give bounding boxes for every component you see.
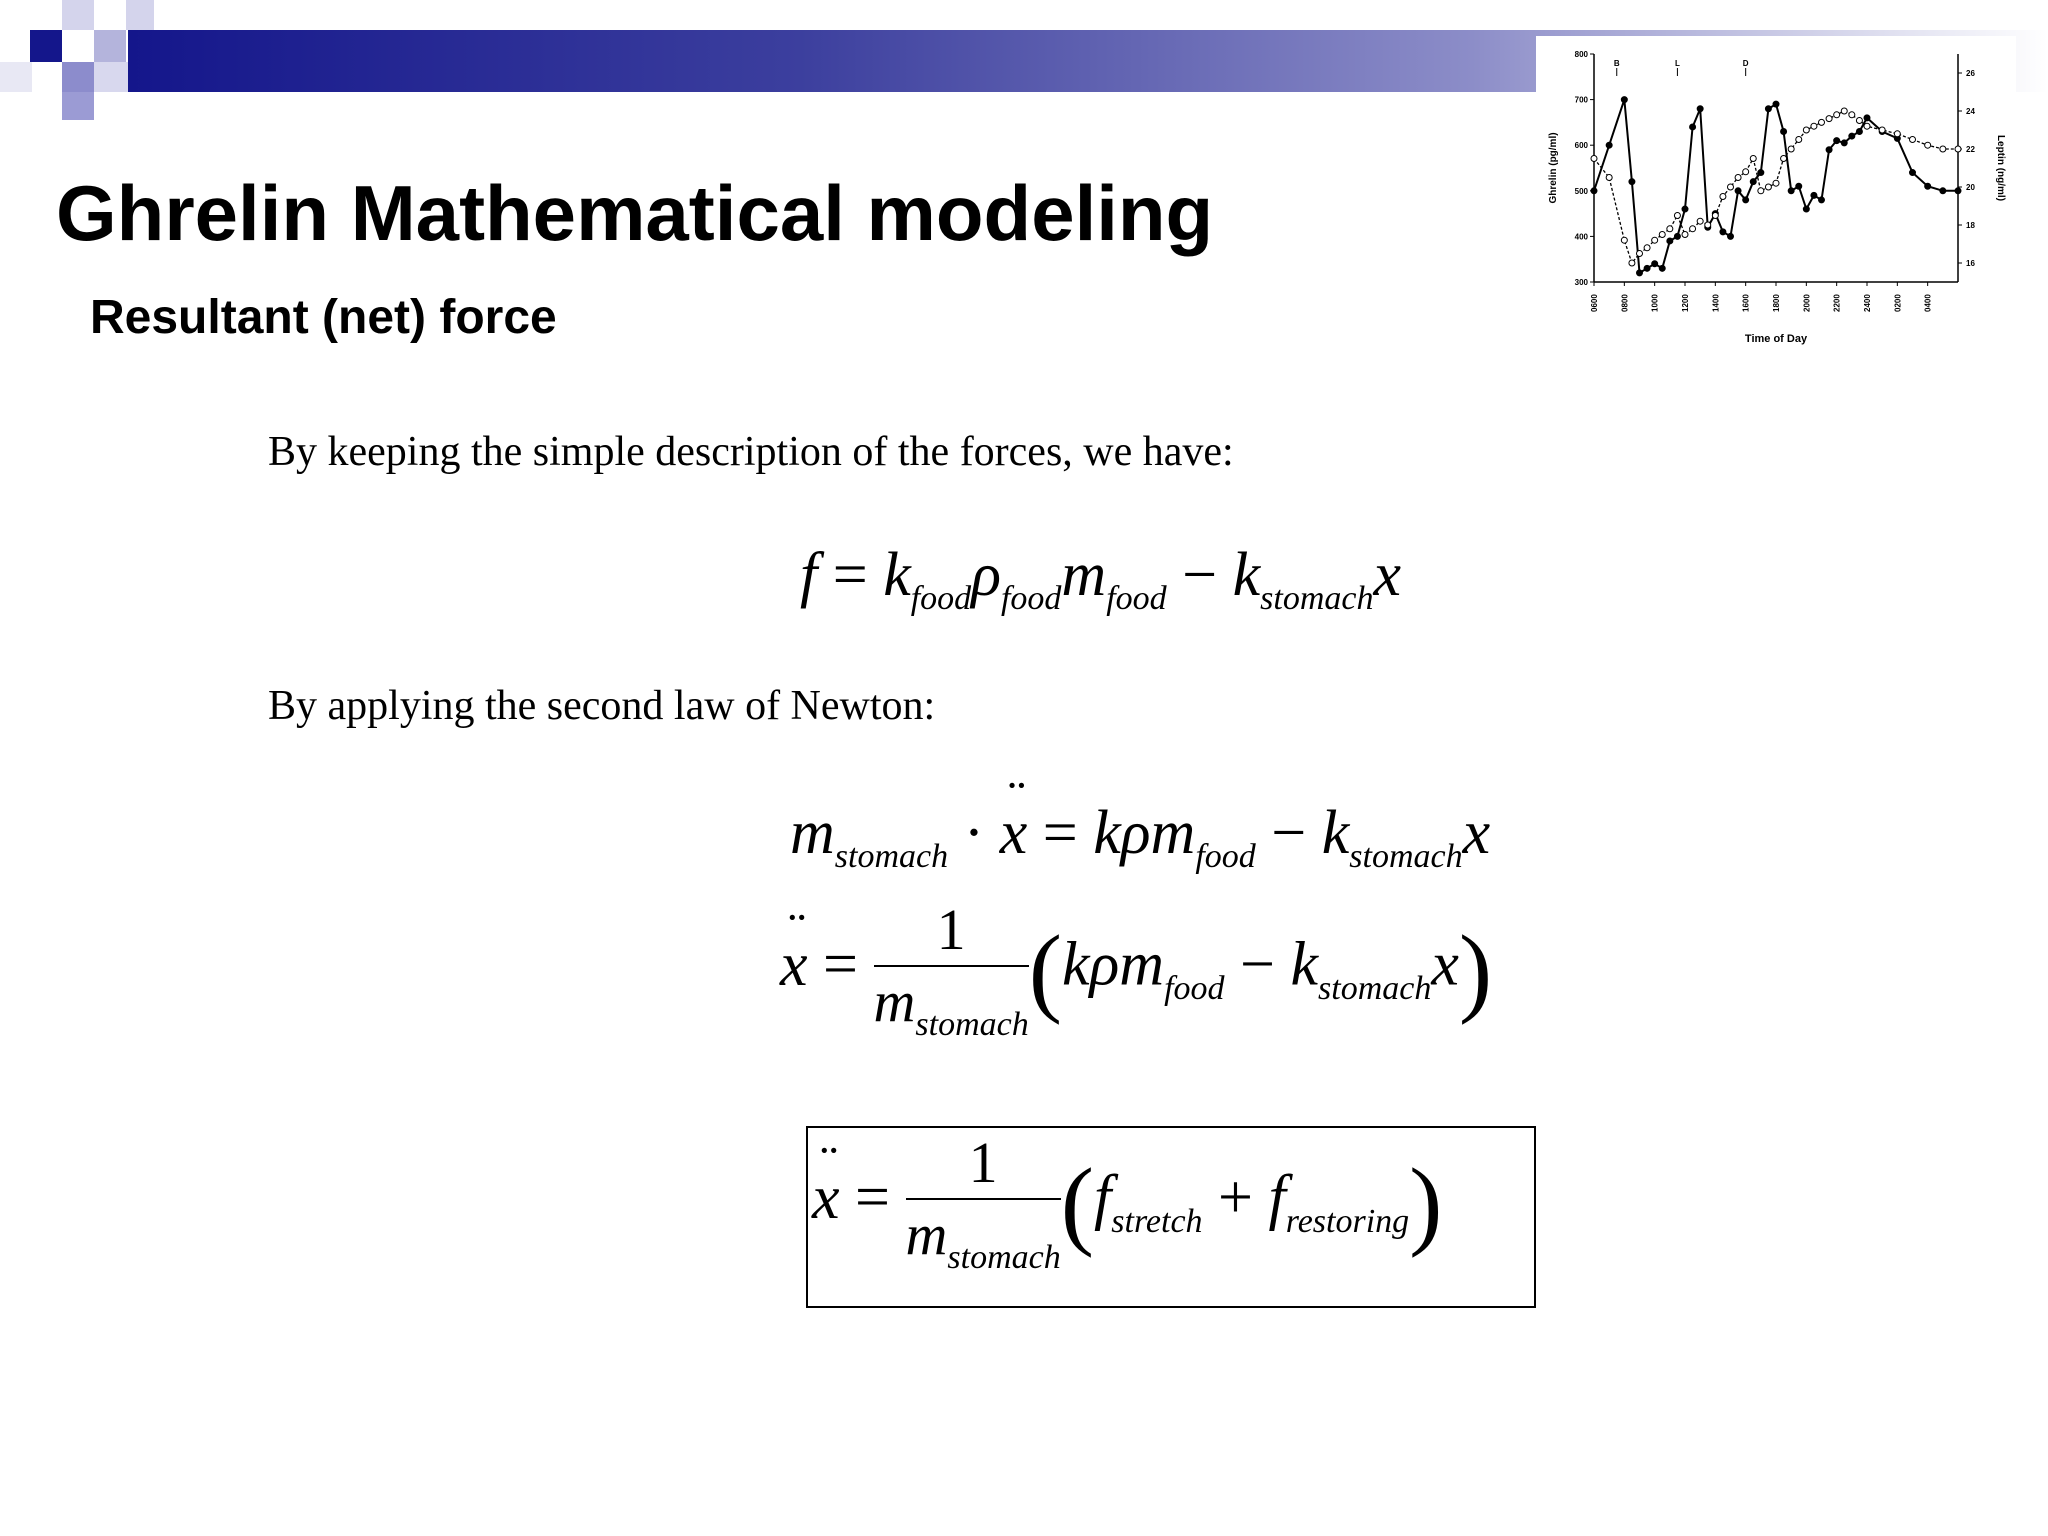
eq4-fraction: $\frac{1}{m_{stomach}}$ bbox=[905, 1130, 1061, 1276]
chart-point bbox=[1841, 140, 1847, 146]
chart-point bbox=[1629, 179, 1635, 185]
chart-ytick-label-left: 300 bbox=[1574, 278, 1588, 287]
chart-ytick-label-right: 22 bbox=[1966, 145, 1975, 154]
chart-point bbox=[1659, 232, 1665, 238]
chart-point bbox=[1864, 123, 1870, 129]
chart-point bbox=[1728, 184, 1734, 190]
chart-point bbox=[1856, 118, 1862, 124]
chart-point bbox=[1690, 226, 1696, 232]
chart-point bbox=[1849, 133, 1855, 139]
eq3-sub-stomach: stomach bbox=[1318, 969, 1432, 1007]
chart-point bbox=[1758, 170, 1764, 176]
chart-meal-marker: L bbox=[1674, 59, 1680, 68]
chart-ytick-label-left: 800 bbox=[1574, 50, 1588, 59]
chart-point bbox=[1591, 156, 1597, 162]
chart-point bbox=[1811, 192, 1817, 198]
chart-ytick-label-right: 26 bbox=[1966, 69, 1975, 78]
chart-point bbox=[1849, 112, 1855, 118]
chart-xtick-label: 1600 bbox=[1741, 294, 1751, 312]
chart-ytick-label-left: 500 bbox=[1574, 186, 1588, 196]
chart-point bbox=[1819, 197, 1825, 203]
chart-point bbox=[1606, 142, 1612, 148]
chart-point bbox=[1750, 179, 1756, 185]
chart-point bbox=[1788, 188, 1794, 194]
chart-point bbox=[1750, 156, 1756, 162]
chart-meal-marker: B bbox=[1613, 59, 1620, 68]
chart-point bbox=[1773, 101, 1779, 107]
chart-point bbox=[1637, 251, 1643, 257]
eq3-sub-stomach-den: stomach bbox=[915, 1006, 1029, 1043]
chart-point bbox=[1644, 245, 1650, 251]
chart-ytick-label-left: 600 bbox=[1574, 141, 1588, 151]
chart-point bbox=[1826, 116, 1832, 122]
equation-force: $f = k_{food}\rho_{food}m_{food} - k_{stomach}x$ bbox=[800, 541, 1401, 617]
paragraph-newton: By applying the second law of Newton: bbox=[268, 683, 936, 729]
eq1-sub-stomach: stomach bbox=[1260, 580, 1374, 617]
chart-point bbox=[1834, 138, 1840, 144]
chart-point bbox=[1788, 146, 1794, 152]
eq3-sub-food: food bbox=[1164, 969, 1225, 1007]
chart-point bbox=[1667, 226, 1673, 232]
chart-ytick-label-right: 16 bbox=[1966, 259, 1975, 268]
chart-point bbox=[1925, 142, 1931, 148]
deco-square bbox=[94, 30, 126, 62]
chart-xtick-label: 1800 bbox=[1772, 294, 1781, 312]
chart-point bbox=[1765, 106, 1771, 112]
eq2-sub-stomach-2: stomach bbox=[1349, 838, 1463, 875]
chart-point bbox=[1652, 237, 1658, 243]
chart-point bbox=[1667, 238, 1673, 244]
deco-square bbox=[30, 30, 62, 62]
chart-point bbox=[1712, 213, 1718, 219]
chart-point bbox=[1621, 237, 1627, 243]
eq1-lhs: f bbox=[800, 541, 818, 609]
chart-xtick-label: 0400 bbox=[1923, 294, 1933, 312]
chart-xtick-label: 0800 bbox=[1620, 294, 1630, 312]
chart-point bbox=[1910, 170, 1916, 176]
chart-xtick-label: 0200 bbox=[1893, 294, 1903, 312]
chart-point bbox=[1765, 184, 1771, 190]
eq4-numerator: 1 bbox=[968, 1130, 998, 1195]
deco-square bbox=[62, 92, 94, 120]
chart-xtick-label: 2200 bbox=[1832, 294, 1842, 312]
chart-point bbox=[1735, 188, 1741, 194]
eq1-sub-food-2: food bbox=[1000, 580, 1062, 617]
chart-point bbox=[1955, 146, 1961, 152]
slide-title: Ghrelin Mathematical modeling bbox=[56, 169, 1214, 257]
chart-point bbox=[1606, 175, 1612, 181]
chart-point bbox=[1758, 188, 1764, 194]
eq4-sub-restoring: restoring bbox=[1285, 1202, 1410, 1240]
chart-ylabel-right: Leptin (ng/ml) bbox=[1995, 134, 2006, 202]
chart-point bbox=[1940, 188, 1946, 194]
chart-point bbox=[1621, 97, 1627, 103]
chart-point bbox=[1682, 232, 1688, 238]
chart-point bbox=[1743, 169, 1749, 175]
chart-ytick-label-right: 18 bbox=[1966, 221, 1975, 230]
chart-ytick-label-right: 24 bbox=[1966, 107, 1975, 116]
chart-point bbox=[1819, 119, 1825, 125]
chart-point bbox=[1856, 129, 1862, 135]
chart-ytick-label-left: 700 bbox=[1574, 95, 1588, 105]
chart-point bbox=[1629, 260, 1635, 266]
chart-point bbox=[1773, 180, 1779, 186]
chart-point bbox=[1652, 261, 1658, 267]
chart-xtick-label: 1200 bbox=[1681, 294, 1690, 312]
chart-point bbox=[1697, 106, 1703, 112]
chart-point bbox=[1811, 123, 1817, 129]
chart-point bbox=[1864, 115, 1870, 121]
chart-point bbox=[1781, 156, 1787, 162]
chart-xtick-label: 0600 bbox=[1590, 294, 1599, 312]
chart-xtick-label: 1400 bbox=[1711, 294, 1721, 312]
deco-square bbox=[0, 62, 32, 92]
chart-point bbox=[1925, 183, 1931, 189]
chart-xtick-label: 2400 bbox=[1863, 294, 1872, 312]
eq2-sub-stomach-1: stomach bbox=[834, 838, 949, 875]
chart-point bbox=[1910, 137, 1916, 143]
equation-acceleration: ¨ x = $\frac{1}{m_{stomach}}$ $(k\rho m_{food} - k_{stomach}x)$ bbox=[780, 895, 1492, 1046]
chart-xtick-label: 1000 bbox=[1650, 294, 1660, 312]
chart-meal-marker: D bbox=[1742, 59, 1749, 68]
chart-point bbox=[1659, 265, 1665, 271]
chart-point bbox=[1796, 137, 1802, 143]
eq2-sub-food: food bbox=[1195, 838, 1256, 875]
chart-point bbox=[1743, 197, 1749, 203]
chart-point bbox=[1697, 218, 1703, 224]
chart-ytick-label-right: 20 bbox=[1966, 183, 1975, 192]
chart-xtick-label: 2000 bbox=[1802, 294, 1812, 312]
chart-point bbox=[1674, 233, 1680, 239]
eq3-fraction: $\frac{1}{m_{stomach}}$ bbox=[873, 897, 1029, 1043]
eq1-sub-food-1: food bbox=[910, 580, 972, 617]
deco-square bbox=[126, 0, 154, 30]
chart-point bbox=[1955, 188, 1961, 194]
chart-point bbox=[1940, 146, 1946, 152]
deco-square bbox=[94, 62, 128, 92]
chart-ytick-label-left: 400 bbox=[1574, 232, 1588, 242]
chart-point bbox=[1674, 213, 1680, 219]
chart-point bbox=[1841, 108, 1847, 114]
chart-point bbox=[1826, 147, 1832, 153]
chart-point bbox=[1682, 206, 1688, 212]
equation-newton: $m_{stomach}$ · ¨ $x = k\rho m_{food} - k_{stomach}x$ bbox=[790, 798, 1490, 869]
chart-point bbox=[1720, 229, 1726, 235]
paragraph-forces: By keeping the simple description of the forces, we have: bbox=[268, 429, 1234, 475]
chart-point bbox=[1796, 183, 1802, 189]
chart-point bbox=[1879, 127, 1885, 133]
chart-point bbox=[1705, 222, 1711, 228]
chart-point bbox=[1690, 124, 1696, 130]
chart-point bbox=[1591, 188, 1597, 194]
chart-point bbox=[1735, 175, 1741, 181]
chart-xlabel: Time of Day bbox=[1744, 333, 1808, 345]
eq1-sub-food-3: food bbox=[1106, 580, 1167, 617]
chart-point bbox=[1781, 129, 1787, 135]
eq3-numerator: 1 bbox=[936, 897, 966, 962]
slide-subtitle: Resultant (net) force bbox=[90, 291, 557, 344]
chart-ylabel-left: Ghrelin (pg/ml) bbox=[1548, 132, 1559, 204]
eq4-sub-stretch: stretch bbox=[1111, 1202, 1203, 1240]
chart-point bbox=[1803, 206, 1809, 212]
chart-point bbox=[1894, 131, 1900, 137]
chart-point bbox=[1644, 265, 1650, 271]
chart-point bbox=[1834, 112, 1840, 118]
chart-point bbox=[1637, 270, 1643, 276]
deco-square bbox=[62, 62, 94, 92]
chart-point bbox=[1803, 127, 1809, 133]
eq4-sub-stomach: stomach bbox=[947, 1239, 1061, 1276]
chart-point bbox=[1720, 194, 1726, 200]
chart-point bbox=[1728, 233, 1734, 239]
ghrelin-leptin-chart bbox=[1536, 36, 2016, 358]
deco-square bbox=[62, 0, 94, 30]
equation-resultant: ¨ x = $\frac{1}{m_{stomach}}$ $(f_{stretch} + f_{restoring})$ bbox=[812, 1128, 1442, 1279]
